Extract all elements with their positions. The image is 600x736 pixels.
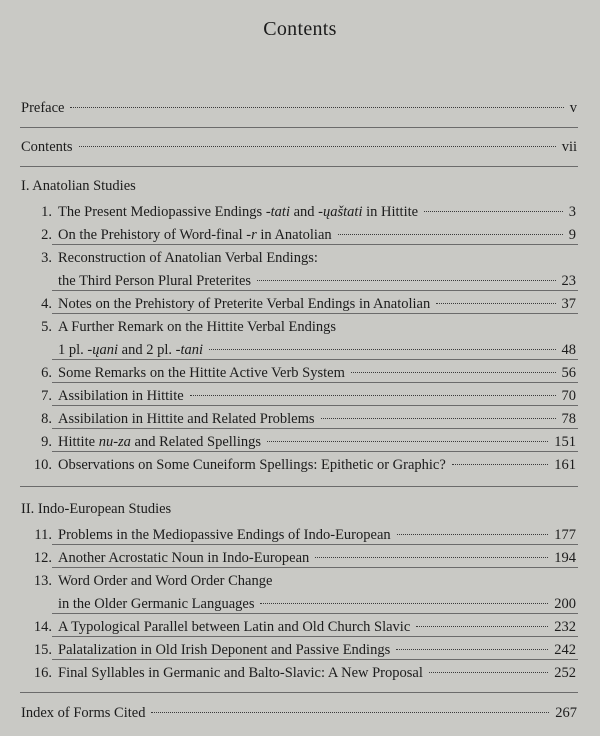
divider [52, 405, 578, 406]
leader-dots [424, 211, 563, 212]
entry-number: 10. [33, 457, 52, 473]
entry-number: 16. [33, 665, 52, 681]
page-number: 23 [561, 273, 576, 289]
entry-title-cont: 1 pl. -ųani and 2 pl. -tani [58, 342, 203, 358]
entry-title: Assibilation in Hittite [58, 388, 184, 404]
divider [52, 613, 578, 614]
toc-entry[interactable] [30, 641, 576, 659]
page-number: 37 [561, 296, 576, 312]
toc-entry[interactable] [30, 387, 576, 405]
entry-label: Contents [21, 139, 73, 155]
entry-number: 13. [33, 573, 52, 589]
leader-dots [79, 146, 556, 147]
page-number: 267 [555, 705, 577, 721]
divider [52, 359, 578, 360]
page-number: vii [561, 139, 577, 155]
page-number: 56 [561, 365, 576, 381]
entry-title-cont: in the Older Germanic Languages [58, 596, 255, 612]
divider [52, 244, 578, 245]
leader-dots [416, 626, 548, 627]
toc-entry[interactable] [30, 203, 576, 221]
page-title: Contents [263, 18, 337, 40]
toc-entry[interactable] [30, 433, 576, 451]
leader-dots [436, 303, 555, 304]
divider [52, 451, 578, 452]
entry-number: 14. [33, 619, 52, 635]
entry-title: Notes on the Prehistory of Preterite Verbal Endings in Anatolian [58, 296, 431, 312]
toc-entry[interactable] [30, 364, 576, 382]
entry-number: 1. [41, 204, 52, 220]
divider [20, 692, 578, 693]
page-number: 161 [554, 457, 576, 473]
toc-entry[interactable] [30, 456, 576, 474]
toc-entry[interactable] [58, 272, 576, 290]
page-number: v [569, 100, 577, 116]
entry-title: Problems in the Mediopassive Endings of Indo-European [58, 527, 391, 543]
toc-entry[interactable] [30, 549, 576, 567]
divider [52, 567, 578, 568]
entry-title: Word Order and Word Order Change [58, 573, 273, 589]
page-number: 177 [554, 527, 576, 543]
divider [52, 382, 578, 383]
toc-entry-contents[interactable] [21, 138, 577, 156]
section-heading: II. Indo-European Studies [21, 501, 172, 517]
page-number: 242 [554, 642, 576, 658]
leader-dots [260, 603, 548, 604]
toc-entry[interactable] [30, 526, 576, 544]
leader-dots [351, 372, 556, 373]
leader-dots [209, 349, 556, 350]
entry-number: 8. [41, 411, 52, 427]
page-number: 3 [568, 204, 576, 220]
leader-dots [429, 672, 548, 673]
page-number: 151 [554, 434, 576, 450]
entry-number: 2. [41, 227, 52, 243]
leader-dots [396, 649, 548, 650]
divider [52, 544, 578, 545]
entry-title: Palatalization in Old Irish Deponent and Passive Endings [58, 642, 391, 658]
leader-dots [452, 464, 548, 465]
leader-dots [267, 441, 548, 442]
divider [52, 313, 578, 314]
entry-title: A Further Remark on the Hittite Verbal Endings [58, 319, 337, 335]
divider [52, 636, 578, 637]
page-number: 9 [568, 227, 576, 243]
toc-entry[interactable] [30, 664, 576, 682]
entry-number: 3. [41, 250, 52, 266]
toc-entry[interactable] [30, 295, 576, 313]
page-number: 78 [561, 411, 576, 427]
divider [20, 127, 578, 128]
entry-title: Another Acrostatic Noun in Indo-European [58, 550, 310, 566]
entry-title-cont: the Third Person Plural Preterites [58, 273, 252, 289]
page-number: 252 [554, 665, 576, 681]
page-number: 194 [554, 550, 576, 566]
entry-number: 7. [41, 388, 52, 404]
entry-title: Assibilation in Hittite and Related Problems [58, 411, 315, 427]
leader-dots [321, 418, 556, 419]
divider [52, 659, 578, 660]
page-number: 200 [554, 596, 576, 612]
entry-title: On the Prehistory of Word-final -r in Anatolian [58, 227, 332, 243]
page-number: 232 [554, 619, 576, 635]
entry-label: Index of Forms Cited [21, 705, 146, 721]
entry-label: Preface [21, 100, 65, 116]
divider [20, 486, 578, 487]
toc-entry-line1[interactable] [30, 249, 318, 267]
leader-dots [315, 557, 548, 558]
toc-entry[interactable] [58, 341, 576, 359]
toc-entry-line1[interactable] [30, 572, 272, 590]
toc-entry-index[interactable] [21, 704, 577, 722]
divider [52, 290, 578, 291]
entry-title: Reconstruction of Anatolian Verbal Endings: [58, 250, 318, 266]
divider [20, 166, 578, 167]
entry-title: Final Syllables in Germanic and Balto-Slavic: A New Proposal [58, 665, 423, 681]
entry-number: 9. [41, 434, 52, 450]
toc-entry[interactable] [30, 618, 576, 636]
leader-dots [151, 712, 549, 713]
entry-title: A Typological Parallel between Latin and Old Church Slavic [58, 619, 411, 635]
page-number: 48 [561, 342, 576, 358]
toc-entry-preface[interactable] [21, 99, 577, 117]
entry-number: 15. [33, 642, 52, 658]
divider [52, 428, 578, 429]
entry-title: Hittite nu-za and Related Spellings [58, 434, 261, 450]
toc-entry-line1[interactable] [30, 318, 336, 336]
leader-dots [70, 107, 563, 108]
leader-dots [257, 280, 555, 281]
page-number: 70 [561, 388, 576, 404]
entry-number: 5. [41, 319, 52, 335]
toc-entry[interactable] [30, 226, 576, 244]
entry-title: The Present Mediopassive Endings -tati and -ųaštati in Hittite [58, 204, 419, 220]
toc-entry[interactable] [58, 595, 576, 613]
leader-dots [190, 395, 556, 396]
section-heading: I. Anatolian Studies [21, 178, 136, 194]
entry-number: 12. [33, 550, 52, 566]
leader-dots [338, 234, 563, 235]
toc-entry[interactable] [30, 410, 576, 428]
entry-title: Some Remarks on the Hittite Active Verb System [58, 365, 345, 381]
leader-dots [397, 534, 549, 535]
entry-title: Observations on Some Cuneiform Spellings: Epithetic or Graphic? [58, 457, 446, 473]
entry-number: 11. [34, 527, 52, 543]
entry-number: 4. [41, 296, 52, 312]
entry-number: 6. [41, 365, 52, 381]
